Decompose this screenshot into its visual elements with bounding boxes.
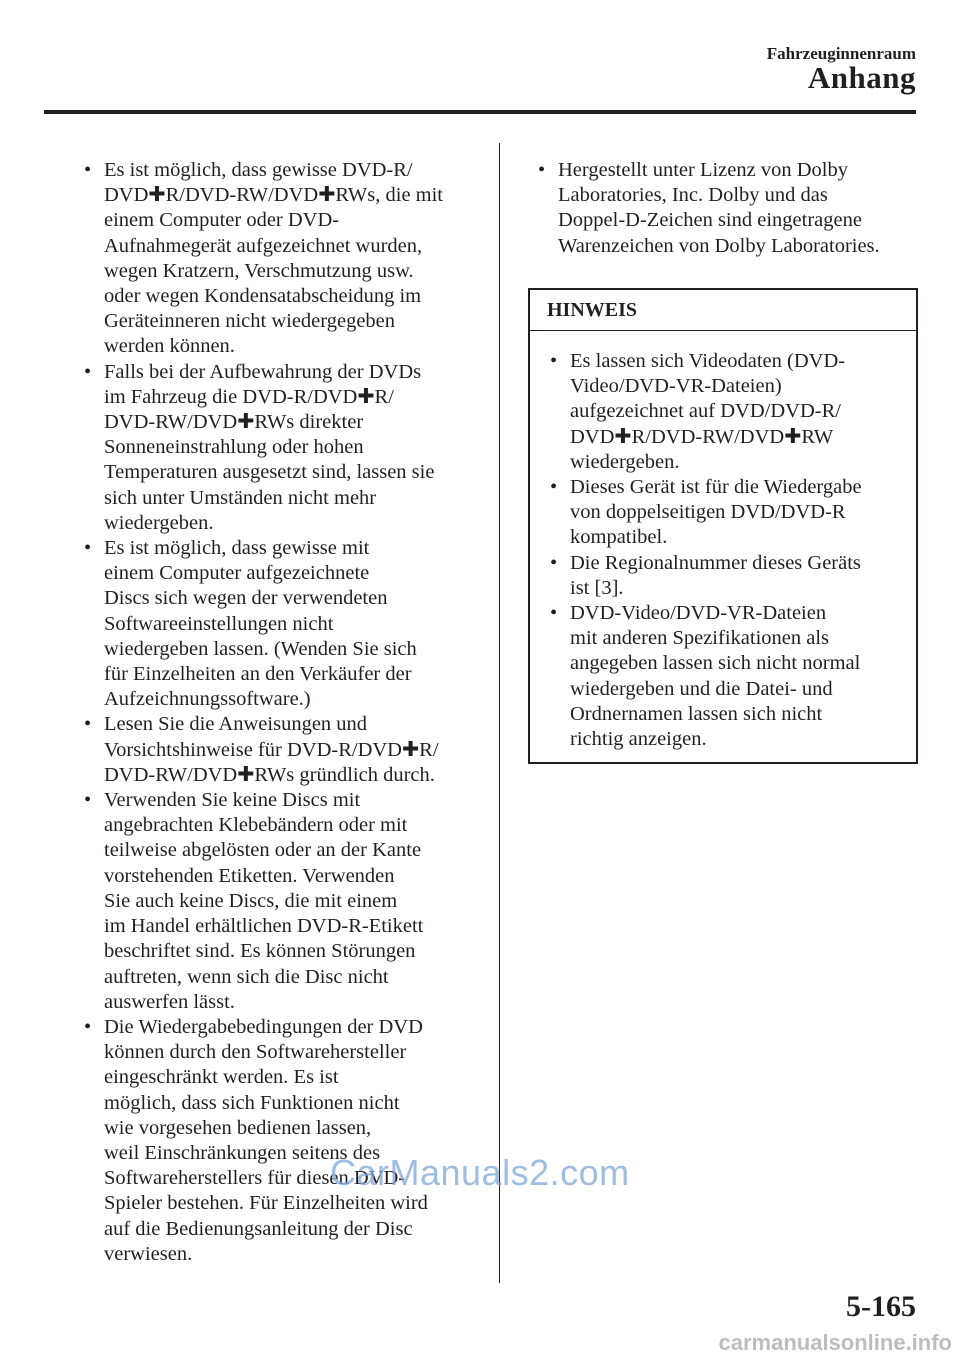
list-item: • Verwenden Sie keine Discs mit angebrachten Klebebändern oder mit teilweise abgelösten oder an der Kante vorstehenden Etiketten. Verwenden Sie auch keine Discs, die mit einem im Handel erhältlichen DVD-R-Etikett beschriftet sind. Es können Störungen auftreten, wenn sich die Disc nicht auswerfen lässt. (74, 788, 486, 1015)
list-item: • Dieses Gerät ist für die Wiedergabe von doppelseitigen DVD/DVD-R kompatibel. (530, 475, 916, 551)
note-body (530, 331, 916, 752)
list-item: • Die Wiedergabebedingungen der DVD können durch den Softwarehersteller eingeschränkt werden. Es ist möglich, dass sich Funktionen nicht wie vorgesehen bedienen lassen, weil Einschränkungen seitens des Softwareherstellers für diesen DVD- Spieler bestehen. Für Einzelheiten wird auf die Bedienungsanleitung der Disc verwiesen. (74, 1015, 486, 1267)
left-column (74, 158, 486, 1267)
watermark: CarManuals2.com (330, 1152, 630, 1193)
list-item: • Hergestellt unter Lizenz von Dolby Laboratories, Inc. Dolby und das Doppel-D-Zeichen sind eingetragene Warenzeichen von Dolby Laboratories. (528, 158, 918, 259)
list-item: • DVD-Video/DVD-VR-Dateien mit anderen Spezifikationen als angegeben lassen sich nicht normal wiedergeben und die Datei- und Ordnernamen lassen sich nicht richtig anzeigen. (530, 601, 916, 752)
left-bullet-list (74, 158, 486, 1267)
list-item: • Es lassen sich Videodaten (DVD- Video/DVD-VR-Dateien) aufgezeichnet auf DVD/DVD-R/ DVD✚R/DVD-RW/DVD✚RW wiedergeben. (530, 349, 916, 475)
page-title: Anhang (807, 60, 916, 95)
list-item: • Die Regionalnummer dieses Geräts ist [3]. (530, 551, 916, 601)
page-number: 5-165 (846, 1290, 916, 1323)
column-divider (499, 143, 500, 1283)
list-item: • Lesen Sie die Anweisungen und Vorsichtshinweise für DVD-R/DVD✚R/ DVD-RW/DVD✚RWs gründlich durch. (74, 712, 486, 788)
list-item: • Falls bei der Aufbewahrung der DVDs im Fahrzeug die DVD-R/DVD✚R/ DVD-RW/DVD✚RWs direkter Sonneneinstrahlung oder hohen Temperaturen ausgesetzt sind, lassen sie sich unter Umständen nicht mehr wiedergeben. (74, 360, 486, 536)
note-heading: HINWEIS (530, 290, 916, 331)
list-item: • Es ist möglich, dass gewisse DVD-R/ DVD✚R/DVD-RW/DVD✚RWs, die mit einem Computer oder DVD- Aufnahmegerät aufgezeichnet wurden, wegen Kratzern, Verschmutzung usw. oder wegen Kondensatabscheidung im Geräteinneren nicht wiedergegeben werden können. (74, 158, 486, 360)
note-bullet-list (530, 349, 916, 752)
right-column (528, 158, 918, 259)
footer-watermark: carmanualsonline.info (718, 1330, 952, 1355)
right-bullet-list (528, 158, 918, 259)
header-rule (44, 110, 916, 114)
section-label: Fahrzeuginnenraum (766, 44, 916, 63)
list-item: • Es ist möglich, dass gewisse mit einem Computer aufgezeichnete Discs sich wegen der verwendeten Softwareeinstellungen nicht wiedergeben lassen. (Wenden Sie sich für Einzelheiten an den Verkäufer der Aufzeichnungssoftware.) (74, 536, 486, 712)
note-box (528, 288, 918, 764)
